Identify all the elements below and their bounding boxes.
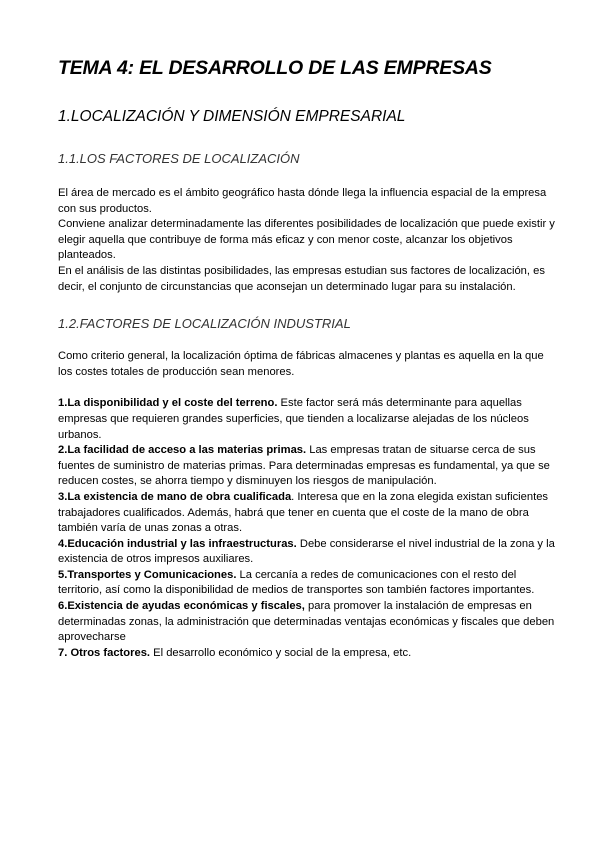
factor-text: . Interesa que en la zona elegida existan suficientes trabajadores cualificados. Además, habrá que tener en cuenta que el coste de la mano de obra también varía de unas zonas a otras. [58, 490, 549, 535]
factor-title: 3.La existencia de mano de obra cualificada [58, 490, 292, 503]
factor-title: 5.Transportes y Comunicaciones. [58, 568, 237, 581]
factor-title: 7. Otros factores. [58, 646, 151, 659]
list-item [58, 443, 560, 490]
list-item [58, 646, 560, 662]
paragraph: Conviene analizar determinadamente las diferentes posibilidades de localización que puede existir y elegir aquella que contribuye de forma más eficaz y con menor coste, alcanzar los objetivos planteados. [58, 218, 555, 262]
paragraph: El área de mercado es el ámbito geográfico hasta dónde llega la influencia espacial de la empresa con sus productos. [58, 187, 547, 215]
subsection-1-body [58, 186, 560, 295]
factor-title: 2.La facilidad de acceso a las materias primas. [58, 444, 307, 457]
list-item [58, 396, 560, 443]
subsection-2-intro-block [58, 349, 560, 380]
list-item [58, 537, 560, 568]
factor-text: Las empresas tratan de situarse cerca de sus fuentes de suministro de materias primas. Para determinadas empresas es fundamental, ya que se reducen costes, se ahorra tiempo y disminuyen los riesgos de manipulación. [58, 444, 550, 488]
subsection-heading-1: 1.1.LOS FACTORES DE LOCALIZACIÓN [58, 151, 300, 166]
factor-text: para promover la instalación de empresas en determinadas zonas, la administración que determinadas ventajas económicas y fiscales que deben aprovecharse [58, 600, 555, 644]
factor-text: La cercanía a redes de comunicaciones con el resto del territorio, así como la disponibilidad de medios de transportes son también factores importantes. [58, 568, 535, 597]
factor-title: 4.Educación industrial y las infraestructuras. [58, 537, 297, 550]
factor-title: 1.La disponibilidad y el coste del terreno. [58, 397, 278, 410]
list-item [58, 490, 560, 537]
paragraph: En el análisis de las distintas posibilidades, las empresas estudian sus factores de localización, es decir, el conjunto de circunstancias que aconsejan un determinado lugar para su instalación. [58, 264, 545, 293]
factors-list [58, 396, 560, 661]
factor-text: El desarrollo económico y social de la empresa, etc. [150, 646, 412, 659]
list-item [58, 568, 560, 599]
section-heading: 1.LOCALIZACIÓN Y DIMENSIÓN EMPRESARIAL [58, 108, 406, 125]
factor-text: Debe considerarse el nivel industrial de la zona y la existencia de otros impresos auxiliares. [58, 537, 555, 566]
intro-paragraph: Como criterio general, la localización óptima de fábricas almacenes y plantas es aquella en la que los costes totales de producción sean menores. [58, 350, 544, 378]
document-title: TEMA 4: EL DESARROLLO DE LAS EMPRESAS [58, 57, 492, 79]
factor-title: 6.Existencia de ayudas económicas y fiscales, [58, 600, 305, 613]
list-item [58, 599, 560, 646]
subsection-heading-2: 1.2.FACTORES DE LOCALIZACIÓN INDUSTRIAL [58, 316, 351, 332]
factor-text: Este factor será más determinante para aquellas empresas que requieren grandes superficies, que tienden a localizarse alejadas de los núcleos urbanos. [58, 397, 529, 441]
